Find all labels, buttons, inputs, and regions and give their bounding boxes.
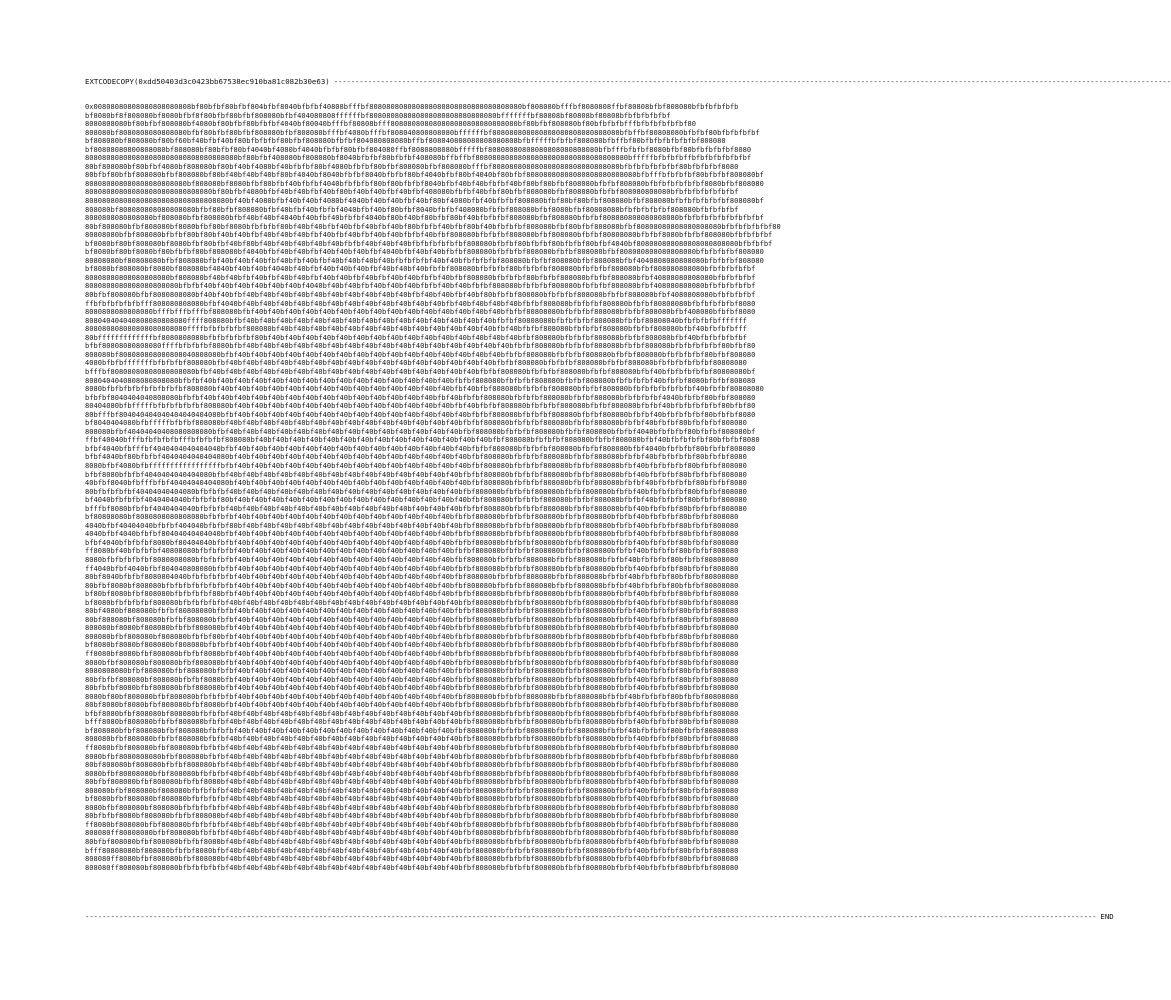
hex-line: 808080ff808080bf808080bfbfbfbfbfbf40bf40bf40bf40bf40bf40bf40bf40bf40bf40bf40bf40bf40bf40bfbf808080bfbfbfbf808080bfbfbf808080bfbfbf40bfbfbfbf80bfbfbf808080 (85, 862, 739, 872)
hex-line: 4040bfbf40404040bfbfbf404040bfbfbf80bf40bf40bf40bf40bf40bf40bf40bf40bf40bf40bf40bf40bf40bfbf808080bfbfbfbf808080bfbfbf808080bfbfbf40bfbfbfbf80bfbfbf808080 (85, 520, 739, 530)
hex-line: 80bfbf8080bf808080bfbfbfbfbfbfbfbfbf40bf40bf40bf40bf40bf40bf40bf40bf40bf40bf40bf40bf40bfbf808080bfbfbfbf808080bfbfbf808080bfbfbf40bfbfbfbf80bfbfbf80808080 (85, 580, 739, 590)
hex-line: 80bf8080bf8080bfbf808080bfbf8080bfbf40bf40bf40bf40bf40bf40bf40bf40bf40bf40bf40bf40bf40bfbfbf808080bfbfbfbf808080bfbfbf808080bfbfbf40bfbfbfbf80bfbfbf808080 (85, 700, 739, 710)
hex-line: ff4040bfbf4040bfbf804040808080bfbfbf40bf40bf40bf40bf40bf40bf40bf40bf40bf40bf40bf40bf40bfbfbf808080bfbfbfbf808080bfbfbf808080bfbfbf40bfbfbfbf80bfbfbf808080 (85, 563, 739, 573)
hex-line: ff8080bf808080bfbf808080bfbfbfbfbf40bf40bf40bf40bf40bf40bf40bf40bf40bf40bf40bf40bf40bf40bfbf808080bfbfbfbf808080bfbfbf808080bfbfbf40bfbfbfbf80bfbfbf808080 (85, 819, 739, 829)
hex-line: 808080808080808080808080808080808080bf80bfbf408080bf808080bf8040bfbfbf80bfbfbf408080bffbffbf808080808080808080808080808080808080bfffffbfbfbfbffbfbfbfbfbfbfbf (85, 153, 752, 163)
footer-line (85, 911, 1114, 923)
hex-line: 4080bfbfbfffffffbfbfbfbf808080bfbf40bf40bf40bf40bf40bf40bf40bf40bf40bf40bf40bf40bf40bf40bf40bf40bfbfbf808080bfbfbfbf808080bfbfbf808080bfbfbfbfbfbfbf80808080 (85, 358, 747, 368)
end-label: END (1100, 912, 1114, 921)
hex-line: 808080808080808080808080808080bf80bfbf4080bfbf40bf40bfbf40bf80bf40bf40bfbf40bfbf408080bfbfbf40bfbf80bfbf808080bfbf808080bfbfbf808080808080bfbfbfbfbfbfbfbf (85, 187, 739, 197)
hex-line: 8080bfbf808080bf808080bfbfbfbfbfbf40bf40bf40bf40bf40bf40bf40bf40bf40bf40bf40bf40bf40bf40bfbf808080bfbfbfbf808080bfbfbf808080bfbfbf40bfbfbfbf80bfbfbf808080 (85, 802, 739, 812)
hex-line: bf80808080800808080bf808080bf80bfbf80bf4040bf4080bf4040bfbfbf80bfbf804080ffbf8080808080bfffffbf80808080808080808080808080bfbfffbfbfbf8080bfbf80bfbfbfbfbf8080 (85, 144, 752, 154)
hex-line: 80bfbfbf808080bf808080bfbfbf8080bfbf40bf40bf40bf40bf40bf40bf40bf40bf40bf40bf40bf40bf40bfbfbf808080bfbfbfbf808080bfbfbf808080bfbfbf40bfbfbfbf80bfbfbf808080 (85, 674, 739, 684)
hex-line: 8080bfbf808080bf808080bfbf808080bfbf40bf40bf40bf40bf40bf40bf40bf40bf40bf40bf40bf40bf40bfbfbf808080bfbfbfbf808080bfbfbf808080bfbfbf40bfbfbfbf80bfbfbf808080 (85, 657, 739, 667)
hex-line: bf8040404080bfbfffffbfbfbf808080bf40bf40bf40bf40bf40bf40bf40bf40bf40bf40bf40bf40bf40bf40bfbfbf808080bfbfbfbf808080bfbfbf808080bfbfbf40bfbfbf80bfbfbfbf808080 (85, 418, 747, 428)
header-line (85, 76, 1171, 88)
hex-line: bf80808080bf8080808080808080bfbfbfbf40bf40bf40bf40bf40bf40bf40bf40bf40bf40bf40bf40bf40bfbfbf808080bfbfbfbf808080bfbfbf808080bfbfbf40bfbfbfbf80bfbfbf808080 (85, 512, 739, 522)
hex-line: 8080bfbf80808080bfbf808080bfbfbfbf40bf40bf40bf40bf40bf40bf40bf40bf40bf40bf40bf40bf40bf40bfbf808080bfbfbfbf808080bfbfbf808080bfbfbf40bfbfbfbf80bfbfbf808080 (85, 768, 739, 778)
hex-line: 8080bfbf4080bfbfffffffffffffffffbfbf40bf40bf40bf40bf40bf40bf40bf40bf40bf40bf40bf40bf40bf40bfbf808080bfbfbfbf808080bfbfbf808080bfbf40bfbfbfbfbf80bfbfbf808080 (85, 460, 747, 470)
hex-line: bfbf80808080808080ffffbfbfbfbf8080bfbf40bf40bf40bf40bf40bf40bf40bf40bf40bf40bf40bf40bf40bf40bf40bf40bfbfbf808080bfbfbfbf808080bfbfbf808080bfbfbfbfbfbf80bfbf80 (85, 341, 756, 351)
hex-line: 808080bfbf40404040408080808080bfbf40bf40bf40bf40bf40bf40bf40bf40bf40bf40bf40bf40bf40bf40bfbf808080bfbfbfbf808080bfbfbf808080bfbfbf4040bfbfbfbf80bfbfbf808080bf (85, 426, 756, 436)
hex-line: 80bfbf808080bfbf808080bfbfbf8080bf40bf40bf40bf40bf40bf40bf40bf40bf40bf40bf40bf40bf40bf40bfbf808080bfbfbfbf808080bfbfbf808080bfbfbf40bfbfbfbf80bfbfbf808080 (85, 777, 739, 787)
hex-line: 8080404040808080808080bfbfbf40bf40bf40bf40bf40bf40bf40bf40bf40bf40bf40bf40bf40bf40bf40bfbfbf808080bfbfbfbf808080bfbfbf808080bfbfbfbfbf40bfbfbf8080bfbfbf808080 (85, 375, 756, 385)
hex-line: bfbf4040bf80bfbfbf4040404040404080bf40bf40bf40bf40bf40bf40bf40bf40bf40bf40bf40bf40bf40bf40bfbf808080bfbfbfbf808080bfbfbf808080bfbfbf40bfbfbfbfbf80bfbfbf8080 (85, 452, 747, 462)
hex-line: bf8080bfbfbfbfbf808080bfbfbfbfbfbf40bf40bf40bf40bf40bf40bf40bf40bf40bf40bf40bf40bf40bf40bfbf808080bfbfbfbf808080bfbfbf808080bfbfbf40bfbfbfbf80bfbfbf808080 (85, 597, 739, 607)
hex-line: 8080808080808080bf808080bfbf808080bfbf40bf40bf4040bf40bfbf40bfbfbf4040bf80bf40bf80bfbf80bf40bfbfbfbf808080bfbf808080bfbfbf808080808080808080bfbfbfbfbfbfbfbfbfbf (85, 213, 764, 223)
hex-line: 80bf808080bf808080bfbfbf808080bfbf40bf40bf40bf40bf40bf40bf40bf40bf40bf40bf40bf40bf40bf40bfbf808080bfbfbfbf808080bfbfbf808080bfbfbf40bfbfbfbf80bfbfbf808080 (85, 760, 739, 770)
hex-line: bfffbf8080bfbfbf4040404040bfbfbfbf40bf40bf40bf40bf40bf40bf40bf40bf40bf40bf40bf40bf40bf40bfbfbf808080bfbfbfbf808080bfbfbf808080bfbf40bfbfbfbf80bfbfbfbf808080 (85, 503, 747, 513)
hex-line: 80bf808080bfbf808080bf8080bfbf80bf8080bfbfbfbf80bf40bf40bfbf40bfbf40bfbf40bf80bfbfbf40bfbf80bf40bfbfbfbf808080bfbf80bfbf808080bfbf80808080808080808080bfbfbfbfbfbf80 (85, 221, 781, 231)
hex-line: 808080bf8080bf808080bfbfbf808080bfbf40bf40bf40bf40bf40bf40bf40bf40bf40bf40bf40bf40bf40bfbfbf808080bfbfbfbf808080bfbfbf808080bfbfbf40bfbfbfbf80bfbfbf808080 (85, 623, 739, 633)
hex-line: 4040bfbf4040bfbfbf80404040404040bfbf40bf40bf40bf40bf40bf40bf40bf40bf40bf40bf40bf40bf40bfbfbf808080bfbfbfbf808080bfbfbf808080bfbfbf40bfbfbfbf80bfbfbf808080 (85, 529, 739, 539)
hex-line: bfbf4040bfbfbfbf8080bf80404040bfbfbf40bf40bf40bf40bf40bf40bf40bf40bf40bf40bf40bf40bf40bfbfbf808080bfbfbfbf808080bfbfbf808080bfbfbf40bfbfbfbf80bfbfbf808080 (85, 537, 739, 547)
hex-line: 80bf808080bf80bfbf4080bf808080bf80bf40bf4080bf40bfbfbf80bf4080bfbfbf80bfbf808080bfbf808080bfffbf808080808080808080808080808080bfbfbfbfbfbfbf80bfbfbfbf8080 (85, 161, 739, 171)
hex-line: bfff80808080bf808080bfbfbf8080bfbf40bf40bf40bf40bf40bf40bf40bf40bf40bf40bf40bf40bf40bf40bfbf808080bfbfbfbf808080bfbfbf808080bfbfbf40bfbfbfbf80bfbfbf808080 (85, 845, 739, 855)
hex-line: bfbfbf8040404040808080bfbfbf40bf40bf40bf40bf40bf40bf40bf40bf40bf40bf40bf40bf40bf40bfbf40bfbfbf808080bfbfbfbf808080bfbfbf808080bfbfbfbfbf4040bfbfbf80bfbf808080 (85, 392, 756, 402)
hex-line: 8080808080bfbf808080bfbf808080bfbfbf40bf40bf40bf40bf40bf40bf40bf40bf40bf40bf40bf40bf40bfbfbf808080bfbfbfbf808080bfbfbf808080bfbfbf40bfbfbfbf80bfbfbf808080 (85, 666, 739, 676)
hex-line: bf80bf8080bfbf808080bfbfbfbfbf80bfbf40bf40bf40bf40bf40bf40bf40bf40bf40bf40bf40bf40bf40bfbfbf808080bfbfbfbf808080bfbfbf808080bfbfbf40bfbfbfbf80bfbfbf808080 (85, 589, 739, 599)
hex-line: 808040404040808080808080ffff808080bfbf40bf40bf40bf40bf40bf40bf40bf40bf40bf40bf40bf40bf40bf40bf40bfbfbf80808080bfbfbfbfbf808080bfbfbf80808040bfbfbfbfbfffffff (85, 315, 747, 325)
hex-line: bf8080bf8080bf808080bf808080bfbfbfbf40bf40bf40bf40bf40bf40bf40bf40bf40bf40bf40bf40bf40bfbfbf808080bfbfbfbf808080bfbfbf808080bfbfbf40bfbfbfbf80bfbfbf808080 (85, 640, 739, 650)
hex-line: bfff8080bf808080bfbfbf808080bfbfbf40bf40bf40bf40bf40bf40bf40bf40bf40bf40bf40bf40bf40bf40bfbf808080bfbfbfbf808080bfbfbf808080bfbfbf40bfbfbfbf80bfbfbf808080 (85, 717, 739, 727)
hex-line: 80bfbf80bfbf808080bfbf808080bf80bf40bf40bf40bf80bf4040bf8040bfbfbf8040bfbfbf80bf4040bfbf80bf4040bf80bfbf80808080808080808080808080bfbfffbfbfbfbf80bfbfbf808080bf (85, 170, 764, 180)
hex-line: 80bfbf808080bfbf808080bfbfbf8080bf40bf40bf40bf40bf40bf40bf40bf40bf40bf40bf40bf40bf40bf40bfbf808080bfbfbfbf808080bfbfbf808080bfbfbf40bfbfbfbf80bfbfbf808080 (85, 837, 739, 847)
hex-line: 80bfbfbfbfbf40404040404080bfbfbfbf40bf40bf40bf40bf40bf40bf40bf40bf40bf40bf40bf40bf40bf40bfbf808080bfbfbfbf808080bfbfbf808080bfbfbf40bfbfbfbfbf80bfbfbf808080 (85, 486, 747, 496)
hex-line: 808080808080808080808080bf808080bf8080bfbf80bfbf40bfbfbf4040bfbfbfbf80bf80bfbfbf8040bfbf40bf40bfbfbf40bf80bf80bfbf808080bfbfbf808080bfbfbfbfbfbfbf8080bfbf808080 (85, 178, 764, 188)
hex-line: 808080bf808080808080808040808080bfbf40bf40bf40bf40bf40bf40bf40bf40bf40bf40bf40bf40bf40bf40bf40bf40bfbfbf808080bfbfbfbf808080bfbfbf808080bfbfbfbfbf80bfbf808080 (85, 349, 756, 359)
hex-line: 808080bf808080808080808080bfbf80bfbf808080bfbf40bfbf40bfbfbf4040bfbf40bf80bfbf8040bfbfbf408080bfbfbf808080bfbf8080bfbf80808080bfbfbfbfbfbf808080bfbfbfbfbf (85, 204, 739, 214)
hex-line: 80bf8040bfbfbf8080804040bfbfbfbfbfbf40bf40bf40bf40bf40bf40bf40bf40bf40bf40bf40bf40bf40bfbf808080bfbfbfbf808080bfbfbf808080bfbfbf40bfbfbfbf80bfbfbf80808080 (85, 572, 739, 582)
hex-line: 808080bfbf808080bf808080bfbfbfbfbf40bf40bf40bf40bf40bf40bf40bf40bf40bf40bf40bf40bf40bf40bfbf808080bfbfbfbf808080bfbfbf808080bfbfbf40bfbfbfbf80bfbfbf808080 (85, 785, 739, 795)
hex-line: 80bf4080bf808080bfbfbf80808080bfbfbf40bf40bf40bf40bf40bf40bf40bf40bf40bf40bf40bf40bf40bfbfbf808080bfbfbfbf808080bfbfbf808080bfbfbf40bfbfbfbf80bfbfbf808080 (85, 606, 739, 616)
hex-line: bf808080bf808080bf80bf60bf40bfbf40bf80bfbfbfbf80bfbf808080bfbfbf804080808080bffbf808040808080808080808bfbfffffbfbfbf808080bfbffbf80bfbfbfbfbfbfbf808080 (85, 136, 726, 146)
hex-line: 80808080bf80808080bfbf808080bfbf40bf40bf40bfbf40bfbf40bfbf40bf40bf40bf40bfbfbfbfbf40bf40bfbfbfbfbf808080bfbfbf808080bfbf808080bfbf4040808080808080bfbfbfbf808080 (85, 255, 764, 265)
hex-line: bfbf4040bfbfffbf4040404040404040bfbf40bf40bf40bf40bf40bf40bf40bf40bf40bf40bf40bf40bf40bf40bfbfbf808080bfbfbfbf808080bfbfbf808080bfbf4040bfbfbfbf80bfbfbf808080 (85, 443, 756, 453)
hex-line: 8080bfbfbfbfbfbfbfbfbfbf808080bf40bf40bf40bf40bf40bf40bf40bf40bf40bf40bf40bf40bf40bf40bfbf40bfbf808080bfbfbfbf808080bfbfbf808080bfbfbfbfbfbfbfbf40bfbfbf80808080 (85, 384, 764, 394)
hex-line: ffbfbfbfbfbfbfff808080808080bfbf4040bf40bf40bf40bf40bf40bf40bf40bf40bf40bf40bf40bf40bfbf40bf40bf40bf40bfbfbf808080bfbfbfbf808080bfbfbf80808080bfbfbfbfbfbf8080 (85, 298, 756, 308)
hex-line: bfbf8080bfbfbf4040404040404080bfbf40bf40bf40bf40bf40bf40bf40bf40bf40bf40bf40bf40bf40bf40bfbfbf808080bfbfbfbf808080bfbfbf808080bfbf40bfbfbfbf80bfbfbfbf808080 (85, 469, 747, 479)
hex-line: ff8080bf8080bfbf808080bfbfbf8080bfbf40bf40bf40bf40bf40bf40bf40bf40bf40bf40bf40bf40bf40bfbfbf808080bfbfbfbf808080bfbfbf808080bfbfbf40bfbfbfbf80bfbfbf808080 (85, 649, 739, 658)
hex-line: 80404080bfbfffffbfbfbfbfbfbf808080bf40bf40bf40bf40bf40bf40bf40bf40bf40bf40bf40bf40bf40bfbf40bfbfbf808080bfbfbfbf808080bfbfbf808080bfbfbf40bfbfbfbfbfbf80bfbf80 (85, 401, 756, 411)
hex-line: 8080bfbf8080808080bfbf808080bfbfbf40bf40bf40bf40bf40bf40bf40bf40bf40bf40bf40bf40bf40bf40bfbf808080bfbfbfbf808080bfbfbf808080bfbfbf40bfbfbfbf80bfbfbf808080 (85, 751, 739, 761)
hex-line: 8080808080808080808080bfbfbf40bf40bf40bf40bf40bf40bf4040bf40bf40bfbf40bf40bf40bfbfbf40bf40bfbfbf808080bfbfbfbf808080bfbfbfbf808080bfbf408080808080bfbfbfbfbfbf (85, 281, 756, 291)
hex-line: 80bfbf808080bfbf8080808080bf40bf40bfbf40bf40bf40bf40bf40bf40bf40bf40bf40bf40bfbf40bf40bfbf40bf80bfbfbf808080bfbfbfbf808080bfbfbf808080bfbf4080808080bfbfbfbfbf (85, 290, 756, 300)
hex-line: bf8080bf8f808080bf8080bfbf8f80bfbf80bfbf808080bfbf404080808ffffffbf808080808080808080808080808080bfffffffbf80808bf80808bf80808bfbfbfbfbfbf (85, 110, 671, 120)
header-divider: ----------------------------------------------------------------------------------------------------------------------------------------------------------------------------------------------------- (333, 77, 1171, 86)
hex-line: 80808080808080808080bf808080bf40bf40bfbf40bfbf40bf40bfbf40bf40bfbf40bfbf40bf40bfbfbf40bfbf808080bfbfbfbf80bfbfbf808080bfbfbf808080bfbf40808080808080bfbfbfbfbf (85, 272, 756, 282)
hex-line: 8080808080808080bfffbfffbfffbf808080bfbf40bf40bf40bf40bf40bf40bf40bf40bf40bf40bf40bf40bf40bf40bf40bfbfbf80808080bfbfbfbf808080bfbfbf808080bfbf408080bfbfbf8080 (85, 307, 756, 317)
page (85, 0, 1171, 1000)
hex-line: 808080ff80808080bfbf808080bfbfbfbf40bf40bf40bf40bf40bf40bf40bf40bf40bf40bf40bf40bf40bf40bfbf808080bfbfbfbf808080bfbfbf808080bfbfbf40bfbfbfbf80bfbfbf808080 (85, 828, 739, 838)
hex-line: bf8080bfbf808080bf808080bfbfbfbfbf40bf40bf40bf40bf40bf40bf40bf40bf40bf40bf40bf40bf40bf40bfbf808080bfbfbfbf808080bfbfbf808080bfbfbf40bfbfbfbf80bfbfbf808080 (85, 794, 739, 804)
bytecode-hex-dump (85, 103, 915, 893)
hex-line: bfbf8080bfbf808080bf808080bfbfbfbf40bf40bf40bf40bf40bf40bf40bf40bf40bf40bf40bf40bf40bf40bfbf808080bfbfbfbf808080bfbfbf808080bfbfbf40bfbfbfbf80bfbfbf808080 (85, 708, 739, 718)
hex-line: 80bf808080bf808080bfbfbf808080bfbfbf40bf40bf40bf40bf40bf40bf40bf40bf40bf40bf40bf40bf40bfbfbf808080bfbfbfbf808080bfbfbf808080bfbfbf40bfbfbfbf80bfbfbf808080 (85, 614, 739, 624)
hex-line: 808080ff8080bfbf808080bfbf808080bf40bf40bf40bf40bf40bf40bf40bf40bf40bf40bf40bf40bf40bf40bfbf808080bfbfbfbf808080bfbfbf808080bfbfbf40bfbfbfbf80bfbfbf808080 (85, 854, 739, 864)
footer-divider: ---------------------------------------------------------------------------------------------------------------------------------------------------------------------------------------------------------------------------------------------- (85, 912, 1097, 921)
hex-line: 80bfffbf804040404040404040404080bfbf40bf40bf40bf40bf40bf40bf40bf40bf40bf40bf40bf40bf40bf40bfbfbf808080bfbfbfbf808080bfbfbf808080bfbfbf40bfbfbfbfbf80bfbfbf8080 (85, 409, 756, 419)
hex-line: 808080bf8080808080808080bfbf80bfbf80bfbf808080bfbf808080bfffbf4080bfffbf808040800808080bffffffbf808080808080808080808080808080bfbffbf80808080bfbfbf80bfbfbfbfbf (85, 127, 760, 137)
hex-line: bf808080bfbf808080bfbf808080bfbfbfbf40bf40bf40bf40bf40bf40bf40bf40bf40bf40bf40bf40bf40bfbf808080bfbfbfbf808080bfbfbf808080bfbfbf40bfbfbfbf80bfbfbf80808080 (85, 725, 739, 735)
hex-line: 40bfbf8040bfbfffbfbf40404040404080bf40bf40bf40bf40bf40bf40bf40bf40bf40bf40bf40bf40bf40bf40bfbf808080bfbfbfbf808080bfbfbf808080bfbfbf40bfbfbfbfbf80bfbfbf8080 (85, 478, 747, 488)
hex-line: bf8080bf80bf8080bf80bfbfbf80bf808080bf4040bfbf40bf40bfbf40bf40bf40bfbf4040bfbf40bf40bfbfbf808080bfbfbfbf808080bfbfbf808080bfbf808080808080808080bfbfbfbfbf808080 (85, 247, 764, 257)
hex-line: bf4040bfbfbfbf4040404040bfbfbfbf80bf40bf40bf40bf40bf40bf40bf40bf40bf40bf40bf40bf40bf40bf40bfbf808080bfbfbfbf808080bfbfbf808080bfbfbf40bfbfbfbf80bfbfbf808080 (85, 495, 747, 505)
hex-line: 808080808080808080808080ffffbfbfbfbfbf808080bf40bf40bf40bf40bf40bf40bf40bf40bf40bf40bf40bf40bf40bfbf40bfbfbf808080bfbfbfbf808080bfbfbf808080bfbf40bfbfbfbfff (85, 324, 747, 334)
hex-line: 80bfffffffffffffbf8080808080bfbfbfbfbfbf80bf40bf40bf40bf40bf40bf40bf40bf40bf40bf40bf40bf40bf40bf40bf40bfbf808080bfbfbfbf808080bfbfbf808080bfbf40bfbfbfbfbfbf (85, 332, 747, 342)
page-title: EXTCODECOPY(0xdd50403d3c0423bb67538ec910ba81c082b30e63) (85, 77, 330, 86)
hex-line: 808080bfbf808080bf808080bfbfbf80bfbf40bf40bf40bf40bf40bf40bf40bf40bf40bf40bf40bf40bf40bfbfbf808080bfbfbfbf808080bfbfbf808080bfbfbf40bfbfbfbf80bfbfbf808080 (85, 631, 739, 641)
hex-line: 8080808080bf80bfbf808080bf4080bf80bfbf80bfbfbf4040bf80040bfffbf80808bfff808080808080808080808080808080bf80bfbf808080bf80bfbfbfbfffbfbfbfbfbfbf80 (85, 119, 696, 129)
hex-line: bf8080bf808080bf8080bf808080bf4040bf40bf40bf4040bf40bfbf40bf40bf40bfbf40bf40bf40bfbfbf808080bfbfbfbf80bfbfbfbf808080bfbfbfbf808080bfbf808080808080bfbfbfbfbfbf (85, 264, 756, 274)
hex-line: bfffbf80808080808080808080bfbf40bf40bf40bf40bf40bf40bf40bf40bf40bf40bf40bf40bf40bf40bf40bf40bfbfbf808080bfbfbfbf808080bfbfbf808080bfbf40bfbfbfbfbfbf80808080bf (85, 366, 756, 376)
hex-line: ffbf40040bfffbfbfbfbfbfffbfbfbfbf808080bf40bf40bf40bf40bf40bf40bf40bf40bf40bf40bf40bf40bf40bf40bfbf808080bfbfbfbf808080bfbfbf808080bfbf40bfbfbfbfbf80bfbfbf8080 (85, 435, 760, 445)
hex-line: ff8080bf40bfbfbfbf40808080bfbfbfbfbf40bf40bf40bf40bf40bf40bf40bf40bf40bf40bf40bf40bf40bfbfbf808080bfbfbfbf808080bfbfbf808080bfbfbf40bfbfbfbf80bfbfbf808080 (85, 546, 739, 556)
hex-line: 8080bf80bf808080bfbf808080bfbfbfbfbf40bf40bf40bf40bf40bf40bf40bf40bf40bf40bf40bf40bf40bfbf808080bfbfbfbf808080bfbfbf808080bfbfbf40bfbfbfbf80bfbfbf80808080 (85, 691, 739, 701)
hex-line: bf8080bf80bf808080bf8080bfbf80bfbf40bf80bf40bf40bf40bf40bf40bfbfbf40bf40bf40bfbfbfbfbfbfbf808080bfbfbf80bfbfbf80bfbfbf80bfbf4040bf808080808080808080808080bfbfbfbf (85, 238, 773, 248)
hex-line: 808080bfbf808080bfbfbf808080bfbfbf40bf40bf40bf40bf40bf40bf40bf40bf40bf40bf40bf40bf40bf40bfbf808080bfbfbfbf808080bfbfbf808080bfbfbf40bfbfbfbf80bfbfbf808080 (85, 734, 739, 744)
hex-line: 8080bfbfbfbfbfbf8080808080bfbfbfbfbf40bf40bf40bf40bf40bf40bf40bf40bf40bf40bf40bf40bf40bfbf808080bfbfbfbf808080bfbfbf808080bfbfbf40bfbfbfbf80bfbfbf80808080 (85, 554, 739, 564)
hex-line: 80bfbfbf8080bf808080bfbfbf808080bf40bf40bf40bf40bf40bf40bf40bf40bf40bf40bf40bf40bf40bf40bfbf808080bfbfbfbf808080bfbfbf808080bfbfbf40bfbfbfbf80bfbfbf808080 (85, 811, 739, 821)
hex-line: 8080808080808080808080808080808080bf40bf4080bfbf40bf40bf4080bf4040bf40bf40bfbf40bf80bf4080bfbf40bfbfbf808080bfbf80bf80bfbf808080bfbf808080bfbfbfbfbfbfbf808080bf (85, 196, 764, 206)
hex-line: 80bfbfbf8080bfbf808080bfbf808080bfbf40bf40bf40bf40bf40bf40bf40bf40bf40bf40bf40bf40bf40bfbfbf808080bfbfbfbf808080bfbfbf808080bfbfbf40bfbfbfbf80bfbfbf808080 (85, 683, 739, 693)
hex-line: ff8080bfbf808080bfbf808080bfbfbfbf40bf40bf40bf40bf40bf40bf40bf40bf40bf40bf40bf40bf40bf40bfbf808080bfbfbfbf808080bfbfbf808080bfbfbf40bfbfbfbf80bfbfbf808080 (85, 743, 739, 753)
hex-line: 80808080bfbf808080bfbfbf80bf80bf40bf40bfbf40bf40bf40bfbf40bfbf40bfbf40bf40bfbfbf40bfbf808080bfbfbfbf808080bfbf808080bfbfbf80808080bfbfbf8080bfbfbf808080bfbfbfbfbf (85, 230, 773, 240)
hex-line: 0x00808080808080808080808bf80bfbf80bfbf804bfbf8040bfbfbf40808bfffbf808080808080808080808080808080808080bf808080bfffbf8080808ffbf80808bfbf808080bfbfbfbfbfb (85, 102, 739, 111)
